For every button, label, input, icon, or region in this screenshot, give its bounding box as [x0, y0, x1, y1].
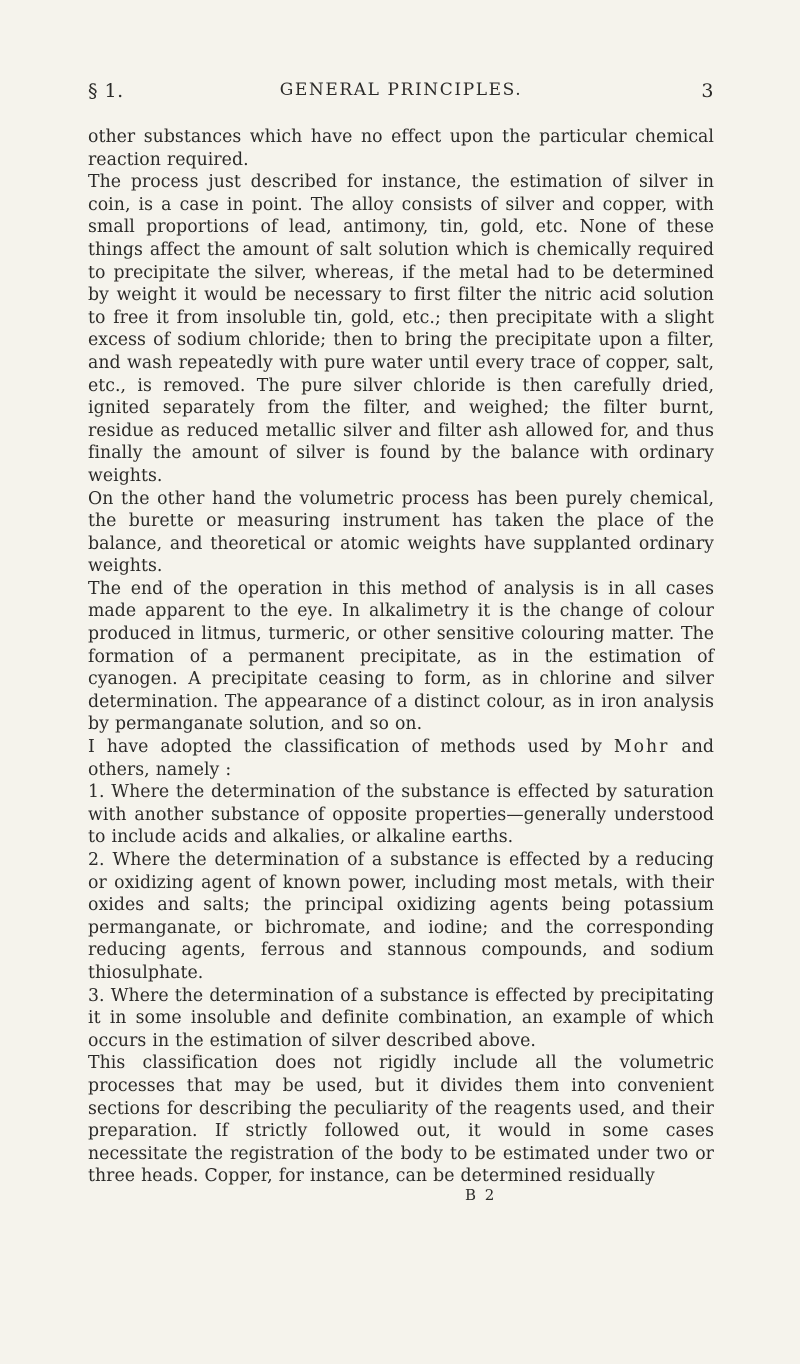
paragraph-silver-example: The process just described for instance, the estimation of silver in coin, is a case in point. The alloy consists of silver and copper, with small proportions of lead, antimony, tin, gold, etc. None of these things affect the amount of salt solution which is chemically required to precipitate the silver, whereas, if the metal had to be determined by weight it would be necessary to first filter the nitric acid solution to free it from insoluble tin, gold, etc.; then precipitate with a slight excess of sodium chloride; then to bring the precipitate upon a filter, and wash repeatedly with pure water until every trace of copper, salt, etc., is removed. The pure silver chloride is then carefully dried, ignited separately from the filter, and weighed; the filter burnt, residue as reduced metallic silver and filter ash allowed for, and thus finally the amount of silver is found by the balance with ordinary weights. [88, 172, 714, 486]
list-item-saturation: 1. Where the determination of the substance is effected by saturation with another substance of opposite properties—generally understood to include acids and alkalies, or alkaline earths. [88, 782, 714, 848]
section-mark: § 1. [88, 80, 124, 102]
paragraph-volumetric: On the other hand the volumetric process has been purely chemical, the burette or measuring instrument has taken the place of the balance, and theoretical or atomic weights have supplanted ordinary weights. [88, 488, 714, 577]
paragraph-classification-intro [88, 736, 714, 781]
author-name: Mohr [613, 737, 670, 758]
signature-mark: B 2 [465, 1185, 497, 1204]
paragraph-continuation: other substances which have no effect upon the particular chemical reaction required. [88, 127, 714, 170]
paragraph-closing: This classification does not rigidly include all the volumetric processes that may be used, but it divides them into convenient sections for describing the peculiarity of the reagents used, and their preparation. If strictly followed out, it would in some cases necessitate the registration of the body to be estimated under two or three heads. Copper, for instance, can be determined residually [88, 1053, 714, 1187]
list-item-precipitation: 3. Where the determination of a substance is effected by precipitating it in some insoluble and definite combination, an example of which occurs in the estimation of silver described above. [88, 985, 714, 1051]
intro-text-after: and others, namely : [88, 737, 714, 780]
intro-text-before: I have adopted the classification of methods used by [88, 737, 614, 758]
running-header [88, 80, 714, 114]
paragraph-end-point: The end of the operation in this method of analysis is in all cases made apparent to the eye. In alkalimetry it is the change of colour produced in litmus, turmeric, or other sensitive colouring matter. The formation of a permanent precipitate, as in the estimation of cyanogen. A precipitate ceasing to form, as in chlorine and silver determination. The appearance of a distinct colour, as in iron analysis by permanganate solution, and so on. [88, 578, 714, 735]
book-page [88, 80, 714, 1204]
page-body [88, 126, 714, 1188]
list-item-oxidation: 2. Where the determination of a substance is effected by a reducing or oxidizing agent of known power, including most metals, with their oxides and salts; the principal oxidizing agents being potassium permanganate, or bichromate, and iodine; and the corresponding reducing agents, ferrous and stannous compounds, and sodium thiosulphate. [88, 850, 714, 983]
running-title: GENERAL PRINCIPLES. [279, 80, 523, 100]
page-number: 3 [701, 80, 714, 102]
